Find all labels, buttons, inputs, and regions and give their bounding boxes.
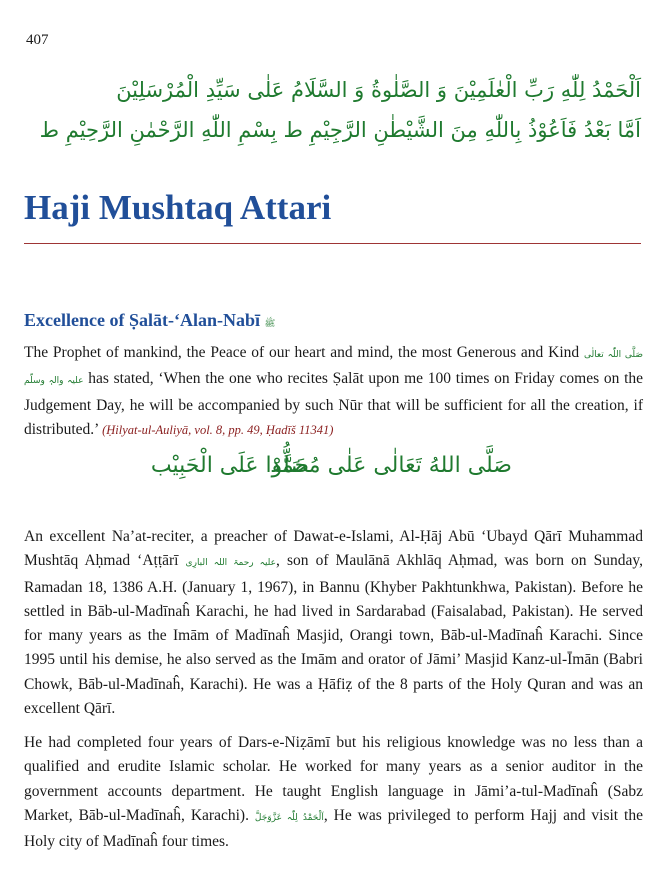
salawat-line xyxy=(0,447,667,487)
bio1-text-start: An excellent Na’at-reciter, a preacher of Dawat-e-Islami, Al-Ḥāj Abū ‘Ubayd Qārī Muhammad Mushtāq Aḥmad ‘Aṭṭārī xyxy=(24,528,643,570)
honorific-inline: صَلَّی اللّٰہ تعالٰی علیہ والہٖ وسلّم xyxy=(24,350,643,387)
title-divider xyxy=(24,243,641,244)
bio2-text-start: He had completed four years of Dars-e-Niẓāmī but his religious knowledge was no less than a qualified and erudite Islamic scholar. He worked for many years as a senior auditor in the government accounts department. He taught English language in Jāmi’a-tul-Madīnaĥ (Sabz Market, Bāb-ul-Madīnaĥ, Karachi). xyxy=(24,734,643,824)
bio2-text-end: , He was privileged to perform Hajj and visit the Holy city of Madīnaĥ four times. xyxy=(24,806,643,851)
opening-praise-line: اَلْحَمْدُ لِلّٰهِ رَبِّ الْعٰلَمِیْنَ وَ الصَّلٰوةُ وَ السَّلَامُ عَلٰی سَیِّدِ الْمُرْسَلِیْنَ xyxy=(116,78,641,102)
chapter-title: Haji Mushtaq Attari xyxy=(24,188,332,227)
section-heading xyxy=(24,310,275,331)
bismillah-line: اَمَّا بَعْدُ فَاَعُوْذُ بِاللّٰهِ مِنَ الشَّیْطٰنِ الرَّجِیْمِ ط بِسْمِ اللّٰهِ الرَّحْمٰنِ الرَّحِیْمِ ط xyxy=(39,118,641,142)
salawat-call: صَلُّوْا عَلَی الْحَبِیْب xyxy=(150,453,309,478)
hadith-text-start: The Prophet of mankind, the Peace of our heart and mind, the most Generous and Kind xyxy=(24,344,584,361)
salawat-invocation: صَلَّی اللهُ تَعَالٰی عَلٰی مُحَمَّد xyxy=(270,453,512,478)
section-heading-text: Excellence of Ṣalāt-‘Alan-Nabī xyxy=(24,310,260,330)
hadith-reference: (Ḥilyat-ul-Auliyā, vol. 8, pp. 49, Ḥadīš 11341) xyxy=(102,422,334,437)
bio1-text-end: , son of Maulānā Akhlāq Aḥmad, was born on Sunday, Ramadan 18, 1386 A.H. (January 1, 1967), in Bannu (Khyber Pakhtunkhwa, Pakistan). Before he settled in Bāb-ul-Madīnaĥ Karachi, he had lived in Sardarabad (Faisalabad, Pakistan). He served for many years as the Imām of Madīnaĥ Masjid, Orangi town, Bāb-ul-Madīnaĥ Karachi. Since 1995 until his demise, he also served as the Imām and orator of Jāmi’ Masjid Kanz-ul-Īmān (Babri Chowk, Bāb-ul-Madīnaĥ, Karachi). He was a Ḥāfiẓ of the 8 parts of the Holy Quran and was an excellent Qārī. xyxy=(24,552,643,718)
honorific-glyph: ﷺ xyxy=(264,319,276,329)
honorific-inline: اَلْحَمْدُ لِلّٰہ عَزَّوَجَلَّ xyxy=(254,812,324,823)
hadith-paragraph xyxy=(24,341,643,442)
biography-paragraph-1 xyxy=(24,525,643,721)
biography-paragraph-2 xyxy=(24,731,643,854)
page-number: 407 xyxy=(26,32,49,48)
hadith-text-end: has stated, ‘When the one who recites Ṣalāt upon me 100 times on Friday comes on the Judgement Day, he will be accompanied by such Nūr that will be sufficient for all the creation, if distributed.’ xyxy=(24,370,644,438)
honorific-inline: علیہ رحمۃ اللہ البارِی xyxy=(185,558,277,569)
